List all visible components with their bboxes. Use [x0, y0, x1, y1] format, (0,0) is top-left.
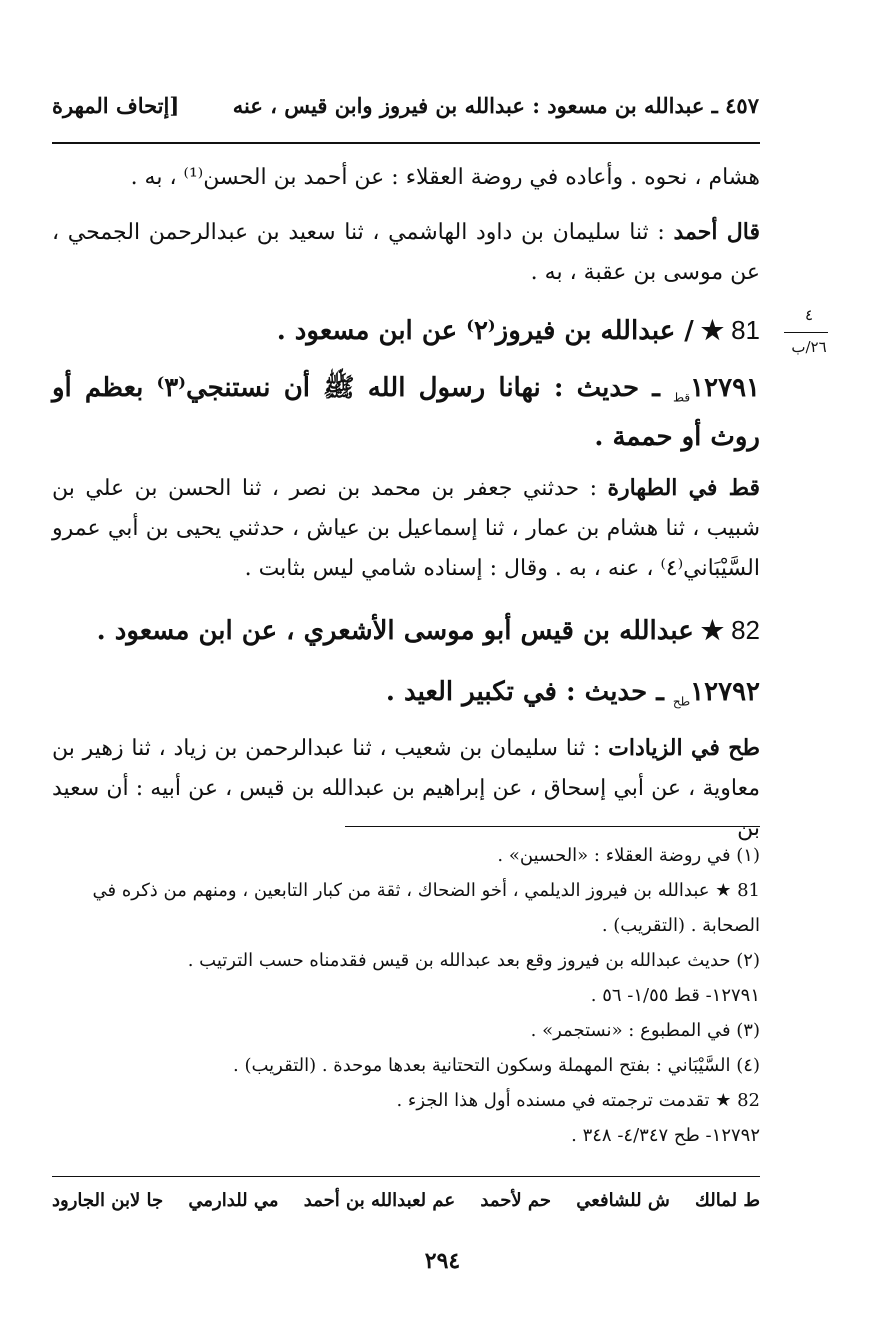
section-82-heading: [52, 610, 760, 653]
abbrev-darimi: مي للدارمي: [188, 1190, 279, 1211]
body-line-1-text: هشام ، نحوه . وأعاده في روضة العقلاء : عن أحمد بن الحسن⁽¹⁾ ، به .: [130, 165, 760, 190]
margin-divider: [784, 332, 828, 333]
footnote-2: (٢) حديث عبدالله بن فيروز وقع بعد عبدالله بن قيس فقدمناه حسب الترتيب .: [187, 950, 760, 971]
paragraph-ahmad-text: : ثنا سليمان بن داود الهاشمي ، ثنا سعيد بن عبدالرحمن الجمحي ، عن موسى بن عقبة ، به .: [52, 220, 760, 285]
paragraph-taharah: [52, 468, 760, 589]
abbrev-malik: ط لمالك: [695, 1190, 760, 1211]
abbrev-ibn-jarud: جا لابن الجارود: [52, 1190, 164, 1211]
paragraph-taharah-text: : حدثني جعفر بن محمد بن نصر ، ثنا الحسن بن علي بن شبيب ، ثنا هشام بن عمار ، ثنا إسماعيل بن عياش ، حدثني يحيى بن أبي عمرو السَّيْبَاني⁽٤⁾ ، عنه ، به . وقال : إسناده شامي ليس بثابت .: [52, 476, 760, 581]
footnote-12791: ١٢٧٩١- قط ١/٥٥- ٥٦ .: [590, 985, 760, 1006]
section-81-number: 81: [731, 315, 760, 345]
paragraph-ziyadat-lead: طح في الزيادات: [608, 735, 760, 761]
margin-note-top: ٤: [804, 306, 814, 324]
section-81-title: / عبدالله بن فيروز⁽٢⁾ عن ابن مسعود .: [276, 316, 694, 346]
footnote-3: (٣) في المطبوع : «نستجمر» .: [530, 1020, 760, 1041]
footnote-82: 82 ★ تقدمت ترجمته في مسنده أول هذا الجزء .: [396, 1090, 760, 1111]
footnotes: [52, 838, 760, 1153]
abbreviations-rule: [52, 1176, 760, 1177]
hadith-12792: [52, 672, 760, 721]
paragraph-taharah-lead: قط في الطهارة: [607, 475, 760, 501]
margin-note-bottom: ٢٦/ب: [791, 338, 827, 356]
paragraph-ahmad-lead: قال أحمد: [673, 219, 761, 245]
abbreviations-key: [52, 1190, 760, 1211]
footnote-12792: ١٢٧٩٢- طح ٤/٣٤٧- ٣٤٨ .: [571, 1125, 760, 1146]
star-icon: ★: [700, 316, 725, 346]
section-81-heading: [52, 310, 760, 353]
header-title: ٤٥٧ ـ عبدالله بن مسعود : عبدالله بن فيروز وابن قيس ، عنه: [232, 92, 759, 118]
hadith-12791: [52, 368, 760, 459]
header-rule: [52, 142, 760, 144]
paragraph-ziyadat-text: : ثنا سليمان بن شعيب ، ثنا عبدالرحمن بن زياد ، ثنا زهير بن معاوية ، عن أبي إسحاق ، عن إبراهيم بن عبدالله بن قيس ، عن أبيه : أن سعيد بن: [52, 736, 760, 841]
hadith-12792-number: ١٢٧٩٢: [690, 677, 760, 707]
hadith-12791-number: ١٢٧٩١: [690, 373, 760, 403]
hadith-12792-text: ـ حديث : في تكبير العيد .: [385, 677, 673, 707]
abbrev-shafii: ش للشافعي: [576, 1190, 670, 1211]
paragraph-ziyadat: [52, 728, 760, 849]
footnote-rule: [345, 826, 760, 827]
section-82-number: 82: [731, 615, 760, 645]
abbrev-ahmad: حم لأحمد: [480, 1190, 552, 1211]
section-82-title: عبدالله بن قيس أبو موسى الأشعري ، عن ابن مسعود .: [96, 616, 694, 646]
running-header: [52, 88, 759, 122]
footnote-1: (١) في روضة العقلاء : «الحسين» .: [497, 845, 760, 866]
hadith-12791-code: قط: [673, 390, 691, 405]
footnote-4: (٤) السَّيْبَاني : بفتح المهملة وسكون التحتانية بعدها موحدة . (التقريب) .: [233, 1055, 760, 1076]
footnote-81: 81 ★ عبدالله بن فيروز الديلمي ، أخو الضحاك ، ثقة من كبار التابعين ، ومنهم من ذكره في الصحابة . (التقريب) .: [92, 880, 760, 936]
body-line-1: [52, 158, 760, 198]
page-number: ٢٩٤: [424, 1248, 461, 1274]
paragraph-ahmad: [52, 212, 760, 293]
hadith-12792-code: طح: [672, 694, 691, 709]
hadith-12791-text: ـ حديث : نهانا رسول الله ﷺ أن نستنجي⁽٣⁾ بعظم أو روث أو حممة .: [52, 373, 760, 453]
header-book-name: [إتحاف المهرة: [52, 92, 180, 118]
star-icon: ★: [700, 616, 725, 646]
abbrev-abdullah-ahmad: عم لعبدالله بن أحمد: [303, 1190, 456, 1211]
